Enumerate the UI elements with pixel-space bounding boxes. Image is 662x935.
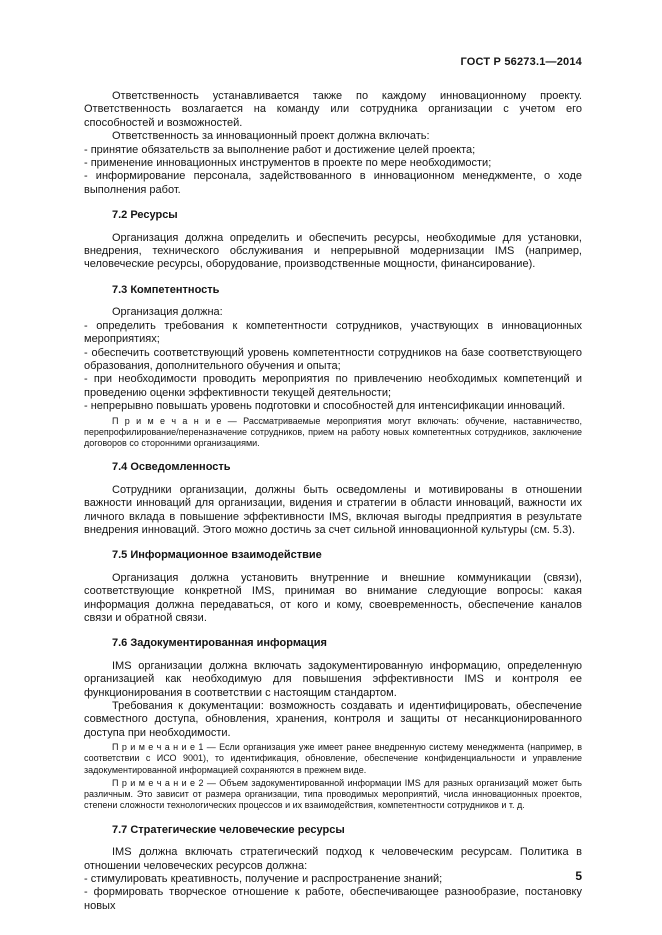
- paragraph: Ответственность за инновационный проект должна включать:: [112, 130, 430, 143]
- list-item: - определить требования к компетентности сотрудников, участвующих в инновационных мероприятиях;: [84, 319, 582, 346]
- section-heading: 7.4 Осведомленность: [112, 461, 231, 474]
- paragraph: Сотрудники организации, должны быть осведомлены и мотивированы в отношении важности инноваций для организации, видения и стратегии в области инноваций, важности их личного вклада в повышение эффективности IMS, включая выгоды предприятия в результате внедрения инноваций. Этого можно достичь за счет сильной инновационной культуры (см. 5.3).: [84, 483, 582, 536]
- paragraph: Организация должна установить внутренние и внешние коммуникации (связи), соответствующие конкретной IMS, принимая во внимание следующие вопросы: какая информация должна передаваться, от кого и кому, своевременность, обеспечение каналов связи и обратной связи.: [84, 571, 582, 624]
- section-heading: 7.3 Компетентность: [112, 283, 220, 296]
- section-heading: 7.2 Ресурсы: [112, 209, 178, 222]
- note-paragraph: П р и м е ч а н и е 1 — Если организация уже имеет ранее внедренную систему менеджмента (например, в соответствии с ИСО 9001), то идентификация, обновление, обеспечение конфиденциальности и управление задокументированной информацией сохраняются в прежнем виде.: [84, 742, 582, 775]
- list-item: - принятие обязательств за выполнение работ и достижение целей проекта;: [84, 143, 476, 156]
- list-item: - обеспечить соответствующий уровень компетентности сотрудников на базе соответствующего образования, дополнительного обучения и опыта;: [84, 346, 582, 372]
- list-item: - непрерывно повышать уровень подготовки и способностей для интенсификации инноваций.: [84, 400, 566, 413]
- page-number: 5: [575, 869, 582, 883]
- paragraph: Ответственность устанавливается также по каждому инновационному проекту. Ответственность возлагается на команду или сотрудника организации с учетом его способностей и возможностей.: [84, 90, 582, 129]
- list-item: - применение инновационных инструментов в проекте по мере необходимости;: [84, 157, 492, 170]
- section-heading: 7.7 Стратегические человеческие ресурсы: [112, 823, 345, 836]
- paragraph: Требования к документации: возможность создавать и идентифицировать, обеспечение совместного доступа, обновления, хранения, контроля и защиты от несанкционированного доступа при необходимости.: [84, 699, 582, 739]
- section-heading: 7.6 Задокументированная информация: [112, 637, 327, 650]
- paragraph: IMS организации должна включать задокументированную информацию, определенную организацией как необходимую для повышения эффективности IMS и контроля ее функционирования в соответствии с настоящим стандартом.: [84, 659, 582, 699]
- note-paragraph: П р и м е ч а н и е — Рассматриваемые мероприятия могут включать: обучение, наставничество, перепрофилирование/переназначение сотрудников, прием на работу новых компетентных сотрудников, заключение договоров со сторонними организациями.: [84, 415, 582, 449]
- doc-number-header: ГОСТ Р 56273.1—2014: [460, 56, 582, 68]
- document-content: [84, 90, 582, 913]
- note-paragraph: П р и м е ч а н и е 2 — Объем задокументированной информации IMS для разных организаций может быть различным. Это зависит от размера организации, типа проводимых мероприятий, числа инновационных проектов, степени сложности технологических процессов и их взаимодействия, компетентности сотрудников и т. д.: [84, 777, 582, 811]
- paragraph: Организация должна:: [112, 306, 223, 319]
- paragraph: IMS должна включать стратегический подход к человеческим ресурсам. Политика в отношении человеческих ресурсов должна:: [84, 846, 582, 872]
- list-item: - формировать творческое отношение к работе, обеспечивающее разнообразие, постановку новых: [84, 886, 582, 912]
- list-item: - при необходимости проводить мероприятия по привлечению необходимых компетенций и проведению оценки эффективности текущей деятельности;: [84, 373, 582, 399]
- list-item: - информирование персонала, задействованного в инновационном менеджменте, о ходе выполнения работ.: [84, 170, 582, 196]
- list-item: - стимулировать креативность, получение и распространение знаний;: [84, 872, 443, 885]
- paragraph: Организация должна определить и обеспечить ресурсы, необходимые для установки, внедрения, технического обслуживания и непрерывной модернизации IMS (например, человеческие ресурсы, оборудование, производственные мощности, финансирование).: [84, 231, 582, 271]
- section-heading: 7.5 Информационное взаимодействие: [112, 549, 322, 562]
